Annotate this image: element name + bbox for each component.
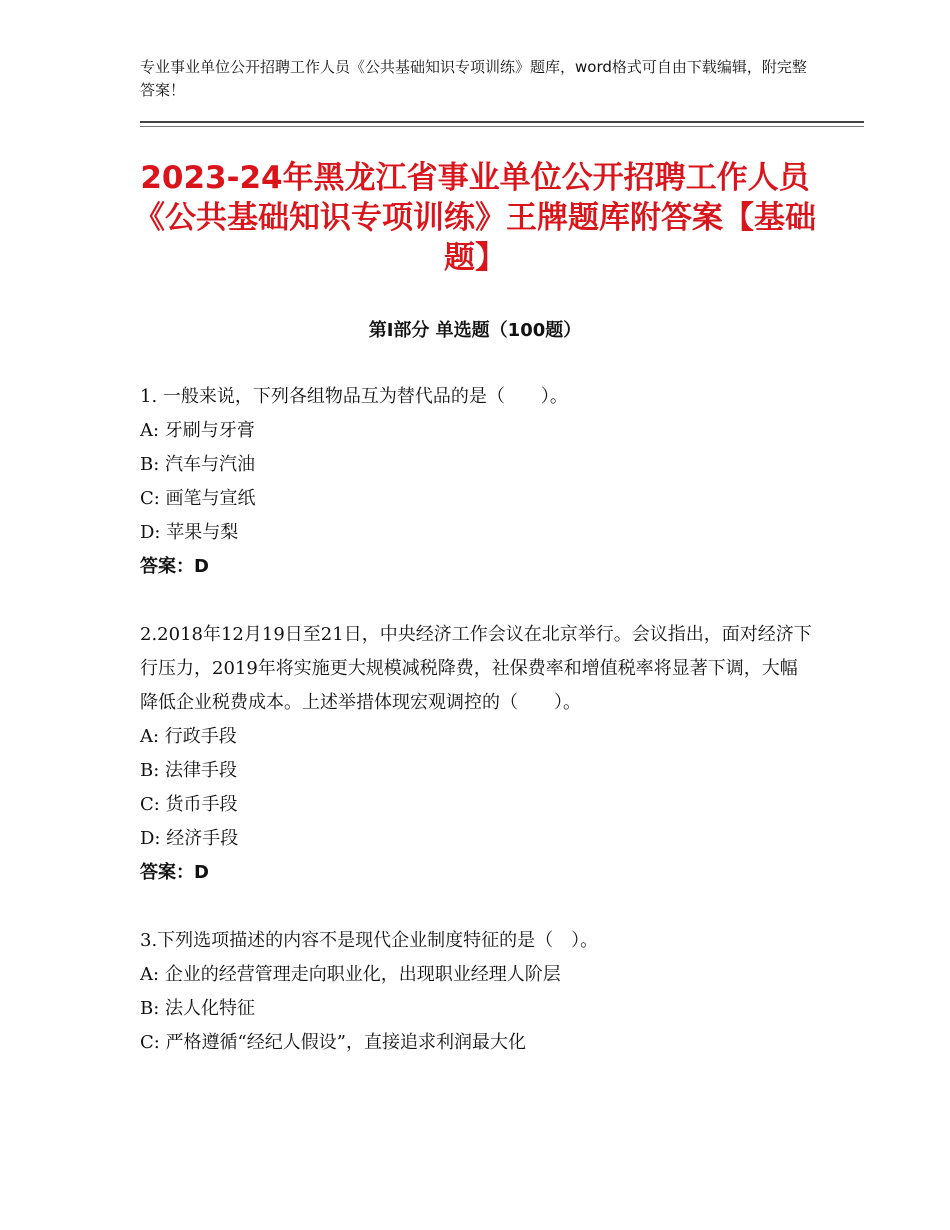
question-list — [140, 380, 812, 1094]
option-a: A: 企业的经营管理走向职业化，出现职业经理人阶层 — [140, 964, 561, 985]
question-2 — [140, 618, 812, 890]
question-3 — [140, 924, 812, 1060]
header-note: 专业事业单位公开招聘工作人员《公共基础知识专项训练》题库，word格式可自由下载编辑，附完整答案！ — [140, 58, 807, 99]
header-rule-thick — [140, 121, 864, 123]
option-c: C: 画笔与宣纸 — [140, 488, 256, 509]
question-1 — [140, 380, 812, 584]
answer: 答案：D — [140, 862, 209, 883]
document-title: 2023-24年黑龙江省事业单位公开招聘工作人员《公共基础知识专项训练》王牌题库附答案【基础题】 — [134, 160, 816, 276]
header-rule-thin — [140, 126, 864, 127]
option-d: D: 苹果与梨 — [140, 522, 239, 543]
question-stem: 3.下列选项描述的内容不是现代企业制度特征的是（ ）。 — [140, 930, 599, 951]
question-stem: 1. 一般来说，下列各组物品互为替代品的是（ ）。 — [140, 386, 568, 407]
option-b: B: 法人化特征 — [140, 998, 256, 1019]
option-c: C: 货币手段 — [140, 794, 238, 815]
option-a: A: 行政手段 — [140, 726, 237, 747]
option-c: C: 严格遵循“经纪人假设”，直接追求利润最大化 — [140, 1032, 526, 1053]
answer: 答案：D — [140, 556, 209, 577]
option-b: B: 法律手段 — [140, 760, 238, 781]
option-d: D: 经济手段 — [140, 828, 239, 849]
option-a: A: 牙刷与牙膏 — [140, 420, 255, 441]
option-b: B: 汽车与汽油 — [140, 454, 256, 475]
question-stem: 2.2018年12月19日至21日，中央经济工作会议在北京举行。会议指出，面对经济下行压力，2019年将实施更大规模减税降费，社保费率和增值税率将显著下调，大幅降低企业税费成本。上述举措体现宏观调控的（ ）。 — [140, 624, 812, 713]
section-heading: 第Ⅰ部分 单选题（100题） — [368, 320, 582, 341]
